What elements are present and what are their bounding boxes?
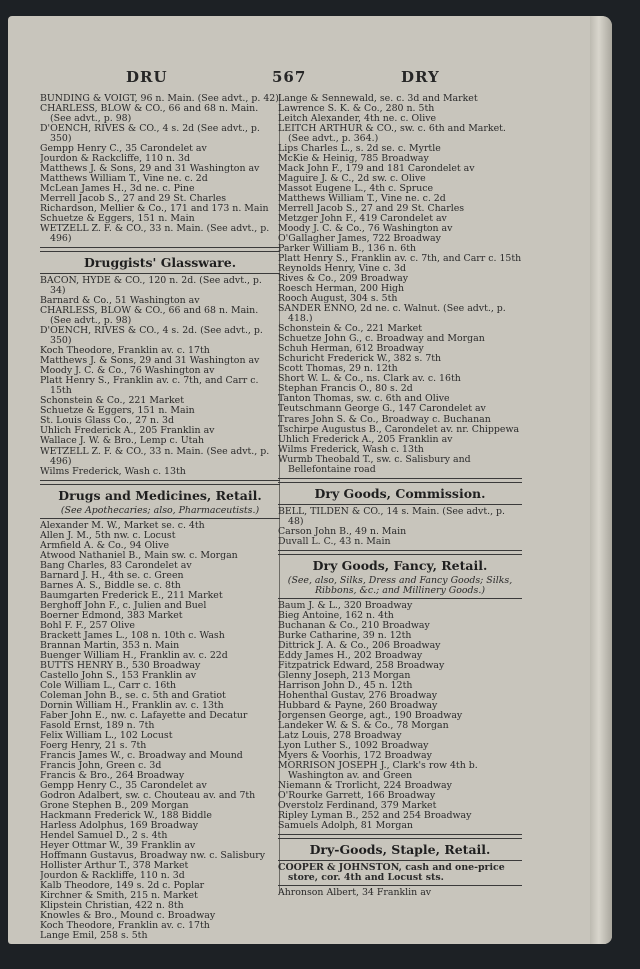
directory-entry: BACON, HYDE & CO., 120 n. 2d. (See advt., p. 34) — [40, 276, 262, 297]
directory-entry: Scott Thomas, 29 n. 12th — [278, 364, 398, 375]
directory-entry: Brackett James L., 108 n. 10th c. Wash — [40, 630, 225, 641]
directory-entry: Eddy James H., 202 Broadway — [278, 650, 423, 661]
directory-entry: WETZELL Z. F. & CO., 33 n. Main. (See advt., p. 496) — [40, 224, 270, 245]
directory-entry: Uhlich Frederick A., 205 Franklin av — [40, 426, 215, 437]
directory-entry: WETZELL Z. F. & CO., 33 n. Main. (See advt., p. 496) — [40, 446, 270, 467]
directory-entry: Jourdon & Rackliffe, 110 n. 3d — [40, 871, 185, 882]
directory-entry: Kirchner & Smith, 215 n. Market — [40, 891, 198, 902]
directory-entry: Ripley Lyman B., 252 and 254 Broadway — [278, 810, 472, 821]
directory-entry: Lawrence S. K. & Co., 280 n. 5th — [278, 104, 435, 115]
directory-entry: Grone Stephen B., 209 Morgan — [40, 800, 189, 811]
section-rule — [278, 834, 522, 839]
directory-entry: Francis John, Green c. 3d — [40, 760, 162, 771]
directory-entry: Koch Theodore, Franklin av. c. 17th — [40, 921, 210, 932]
directory-entry: Landeker W. & S. & Co., 78 Morgan — [278, 720, 449, 731]
section-title-commission: Dry Goods, Commission. — [314, 485, 486, 501]
directory-entry: Teutschmann George G., 147 Carondelet av — [278, 404, 486, 415]
directory-entry: Klipstein Christian, 422 n. 8th — [40, 901, 184, 912]
directory-entry: Francis & Bro., 264 Broadway — [40, 770, 185, 781]
glassware-list — [40, 276, 280, 476]
directory-entry: Burke Catharine, 39 n. 12th — [278, 630, 412, 641]
directory-entry: Faber John E., nw. c. Lafayette and Decatur — [40, 710, 248, 721]
directory-entry: Buenger William H., Franklin av. c. 22d — [40, 650, 228, 661]
directory-entry: Harless Adolphus, 169 Broadway — [40, 821, 199, 832]
directory-entry: Hohenthal Gustav, 276 Broadway — [278, 690, 438, 701]
directory-entry: Stephan Francis O., 80 s. 2d — [278, 384, 413, 395]
directory-entry: Mack John F., 179 and 181 Carondelet av — [278, 164, 475, 175]
directory-entry: Carson John B., 49 n. Main — [278, 526, 407, 537]
directory-entry: Richardson, Mellier & Co., 171 and 173 n. Main — [40, 204, 269, 215]
section-rule — [278, 885, 522, 886]
directory-entry: BELL, TILDEN & CO., 14 s. Main. (See advt., p. 48) — [278, 506, 506, 527]
page-number: 567 — [272, 68, 307, 86]
directory-entry: Bieg Antoine, 162 n. 4th — [278, 610, 394, 621]
directory-entry: Alexander M. W., Market se. c. 4th — [40, 520, 205, 531]
directory-entry: Matthews William T., Vine ne. c. 2d — [278, 194, 446, 205]
section-title-fancy: Dry Goods, Fancy, Retail. — [312, 557, 488, 573]
left-column — [40, 94, 280, 941]
section-rule — [40, 480, 280, 485]
directory-entry: Trares John S. & Co., Broadway c. Buchanan — [278, 414, 491, 425]
directory-entry: Ahronson Albert, 34 Franklin av — [278, 888, 432, 899]
directory-page — [8, 16, 612, 944]
directory-entry: Rives & Co., 209 Broadway — [278, 274, 409, 285]
directory-entry: Felix William L., 102 Locust — [40, 730, 173, 741]
directory-entry: Bohl F. F., 257 Olive — [40, 620, 135, 631]
fancy-list — [278, 601, 522, 831]
page-header — [8, 68, 612, 88]
section-title-retail: Drugs and Medicines, Retail. — [58, 487, 262, 503]
directory-entry: Hoffmann Gustavus, Broadway nw. c. Salisbury — [40, 851, 266, 862]
header-left: DRU — [126, 68, 168, 86]
directory-entry: Hollister Arthur T., 378 Market — [40, 861, 189, 872]
directory-entry: Hubbard & Payne, 260 Broadway — [278, 700, 438, 711]
directory-entry: Schuetze & Eggers, 151 n. Main — [40, 214, 195, 225]
directory-entry: Francis James W., c. Broadway and Mound — [40, 750, 243, 761]
directory-entry: Brannan Martin, 353 n. Main — [40, 640, 180, 651]
directory-entry: D'OENCH, RIVES & CO., 4 s. 2d. (See advt., p. 350) — [40, 326, 263, 347]
directory-entry: O'Rourke Garrett, 166 Broadway — [278, 790, 436, 801]
directory-entry: Barnard & Co., 51 Washington av — [40, 296, 200, 307]
directory-entry: Fasold Ernst, 189 n. 7th — [40, 720, 155, 731]
directory-entry: Baumgarten Frederick E., 211 Market — [40, 590, 223, 601]
directory-entry: McKie & Heinig, 785 Broadway — [278, 154, 429, 165]
directory-entry: SANDER ENNO, 2d ne. c. Walnut. (See advt., p. 418.) — [278, 304, 506, 325]
directory-entry: Duvall L. C., 43 n. Main — [278, 536, 391, 547]
section-rule — [278, 478, 522, 483]
section-rule — [40, 247, 280, 252]
directory-entry: Massot Eugene L., 4th c. Spruce — [278, 184, 434, 195]
directory-entry: Glenny Joseph, 213 Morgan — [278, 670, 411, 681]
section-rule — [278, 860, 522, 861]
directory-entry: Uhlich Frederick A., 205 Franklin av — [278, 434, 453, 445]
directory-entry: Short W. L. & Co., ns. Clark av. c. 16th — [278, 374, 461, 385]
directory-entry: Schuetze & Eggers, 151 n. Main — [40, 406, 195, 417]
directory-entry: Lips Charles L., s. 2d se. c. Myrtle — [278, 144, 441, 155]
directory-entry: BUNDING & VOIGT, 96 n. Main. (See advt., p. 42) — [40, 94, 279, 104]
directory-entry: Fitzpatrick Edward, 258 Broadway — [278, 660, 445, 671]
directory-entry: Kalb Theodore, 149 s. 2d c. Poplar — [40, 881, 205, 892]
directory-entry: Cole William L., Carr c. 16th — [40, 680, 177, 691]
directory-entry: Roesch Herman, 200 High — [278, 284, 405, 295]
directory-entry: Wallace J. W. & Bro., Lemp c. Utah — [40, 436, 204, 447]
right-column — [278, 94, 522, 898]
cooper-johnston-listing: COOPER & JOHNSTON, cash and one-price store, cor. 4th and Locust sts. — [278, 862, 505, 884]
directory-entry: Schuh Herman, 612 Broadway — [278, 344, 424, 355]
directory-entry: Castello John S., 153 Franklin av — [40, 670, 197, 681]
left-top-list — [40, 94, 280, 244]
directory-entry: Platt Henry S., Franklin av. c. 7th, and Carr c. 15th — [40, 376, 259, 397]
directory-entry: Godron Adalbert, sw. c. Chouteau av. and 7th — [40, 790, 256, 801]
directory-entry: Moody J. C. & Co., 76 Washington av — [40, 366, 215, 377]
directory-entry: Hendel Samuel D., 2 s. 4th — [40, 831, 168, 842]
section-title-glassware: Druggists' Glassware. — [83, 255, 237, 271]
header-right: DRY — [401, 68, 440, 86]
section-rule — [40, 273, 280, 274]
page-edge — [590, 16, 612, 944]
directory-entry: Koch Theodore, Franklin av. c. 17th — [40, 346, 210, 357]
directory-entry: Myers & Voorhis, 172 Broadway — [278, 750, 432, 761]
directory-entry: Jourdon & Rackcliffe, 110 n. 3d — [40, 154, 190, 165]
directory-entry: Latz Louis, 278 Broadway — [278, 730, 402, 741]
directory-entry: Barnard J. H., 4th se. c. Green — [40, 570, 184, 581]
section-rule — [40, 518, 280, 519]
directory-entry: Reynolds Henry, Vine c. 3d — [278, 264, 406, 275]
directory-entry: Baum J. & L., 320 Broadway — [278, 600, 413, 611]
directory-entry: Gempp Henry C., 35 Carondelet av — [40, 780, 207, 791]
directory-entry: Allen J. M., 5th nw. c. Locust — [40, 530, 176, 541]
directory-entry: Armfield A. & Co., 94 Olive — [40, 540, 170, 551]
directory-entry: Jorgensen George, agt., 190 Broadway — [278, 710, 463, 721]
directory-entry: Coleman John B., se. c. 5th and Gratiot — [40, 690, 226, 701]
directory-entry: Schuetze John G., c. Broadway and Morgan — [278, 334, 485, 345]
directory-entry: Leitch Alexander, 4th ne. c. Olive — [278, 114, 437, 125]
directory-entry: McLean James H., 3d ne. c. Pine — [40, 184, 195, 195]
directory-entry: Schuricht Frederick W., 382 s. 7th — [278, 354, 442, 365]
directory-entry: Merrell Jacob S., 27 and 29 St. Charles — [278, 204, 465, 215]
directory-entry: Heyer Ottmar W., 39 Franklin av — [40, 841, 196, 852]
section-title-staple: Dry-Goods, Staple, Retail. — [309, 842, 491, 858]
directory-entry: Parker William B., 136 n. 6th — [278, 244, 417, 255]
directory-entry: Bang Charles, 83 Carondelet av — [40, 560, 192, 571]
directory-entry: Dittrick J. A. & Co., 206 Broadway — [278, 640, 441, 651]
directory-entry: Wurmb Theobald T., sw. c. Salisbury and Bellefontaine road — [278, 454, 471, 475]
directory-entry: Metzger John F., 419 Carondelet av — [278, 214, 447, 225]
right-top-list — [278, 94, 522, 475]
directory-entry: MORRISON JOSEPH J., Clark's row 4th b. Washington av. and Green — [278, 760, 478, 781]
section-subtitle-retail: (See Apothecaries; also, Pharmaceutists.) — [60, 504, 260, 516]
directory-entry: BUTTS HENRY B., 530 Broadway — [40, 660, 201, 671]
directory-entry: Schonstein & Co., 221 Market — [278, 324, 422, 335]
directory-entry: Dornin William H., Franklin av. c. 13th — [40, 700, 224, 711]
commission-list — [278, 507, 522, 547]
directory-entry: Harrison John D., 45 n. 12th — [278, 680, 413, 691]
directory-entry: CHARLESS, BLOW & CO., 66 and 68 n. Main. (See advt., p. 98) — [40, 104, 259, 125]
directory-entry: Matthews J. & Sons, 29 and 31 Washington av — [40, 356, 260, 367]
directory-entry: Schonstein & Co., 221 Market — [40, 396, 184, 407]
directory-entry: D'OENCH, RIVES & CO., 4 s. 2d (See advt., p. 350) — [40, 124, 260, 145]
directory-entry: Merrell Jacob S., 27 and 29 St. Charles — [40, 194, 227, 205]
section-subtitle-fancy: (See, also, Silks, Dress and Fancy Goods; Silks, Ribbons, &c.; and Millinery Goods.) — [287, 574, 513, 596]
directory-entry: Foerg Henry, 21 s. 7th — [40, 740, 147, 751]
directory-entry: Matthews William T., Vine ne. c. 2d — [40, 174, 208, 185]
section-rule — [278, 598, 522, 599]
directory-entry: Tanton Thomas, sw. c. 6th and Olive — [278, 394, 450, 405]
directory-entry: Overstolz Ferdinand, 379 Market — [278, 800, 437, 811]
directory-entry: CHARLESS, BLOW & CO., 66 and 68 n. Main. (See advt., p. 98) — [40, 306, 259, 327]
directory-entry: Lyon Luther S., 1092 Broadway — [278, 740, 429, 751]
directory-entry: Lange & Sennewald, se. c. 3d and Market — [278, 94, 478, 104]
directory-entry: Gempp Henry C., 35 Carondelet av — [40, 144, 207, 155]
directory-entry: Lange Emil, 258 s. 5th — [40, 931, 148, 942]
directory-entry: Samuels Adolph, 81 Morgan — [278, 821, 413, 831]
directory-entry: Atwood Nathaniel B., Main sw. c. Morgan — [40, 550, 238, 561]
directory-entry: Boerner Edmond, 383 Market — [40, 610, 183, 621]
directory-entry: Hackmann Frederick W., 188 Biddle — [40, 811, 212, 821]
directory-entry: Moody J. C. & Co., 76 Washington av — [278, 224, 453, 235]
directory-entry: Buchanan & Co., 210 Broadway — [278, 620, 430, 631]
directory-entry: Matthews J. & Sons, 29 and 31 Washington av — [40, 164, 260, 175]
section-rule — [278, 504, 522, 505]
retail-list — [40, 521, 280, 942]
directory-entry: Tschirpe Augustus B., Carondelet av. nr. Chippewa — [278, 424, 520, 435]
directory-entry: Maguire J. & C., 2d sw. c. Olive — [278, 174, 426, 185]
directory-entry: Niemann & Trorlicht, 224 Broadway — [278, 780, 452, 791]
directory-entry: O'Gallagher James, 722 Broadway — [278, 234, 441, 245]
directory-entry: Wilms Frederick, Wash c. 13th — [40, 466, 186, 477]
staple-list — [278, 888, 522, 898]
directory-entry: Platt Henry S., Franklin av. c. 7th, and Carr c. 15th — [278, 254, 522, 265]
section-rule — [278, 550, 522, 555]
directory-entry: St. Louis Glass Co., 27 n. 3d — [40, 416, 174, 427]
directory-entry: Barnes A. S., Biddle se. c. 8th — [40, 580, 181, 591]
directory-entry: Rooch August, 304 s. 5th — [278, 294, 398, 305]
directory-entry: LEITCH ARTHUR & CO., sw. c. 6th and Market. (See advt., p. 364.) — [278, 124, 506, 145]
directory-entry: Berghoff John F., c. Julien and Buel — [40, 600, 207, 611]
directory-entry: Wilms Frederick, Wash c. 13th — [278, 444, 424, 455]
directory-entry: Knowles & Bro., Mound c. Broadway — [40, 911, 216, 922]
